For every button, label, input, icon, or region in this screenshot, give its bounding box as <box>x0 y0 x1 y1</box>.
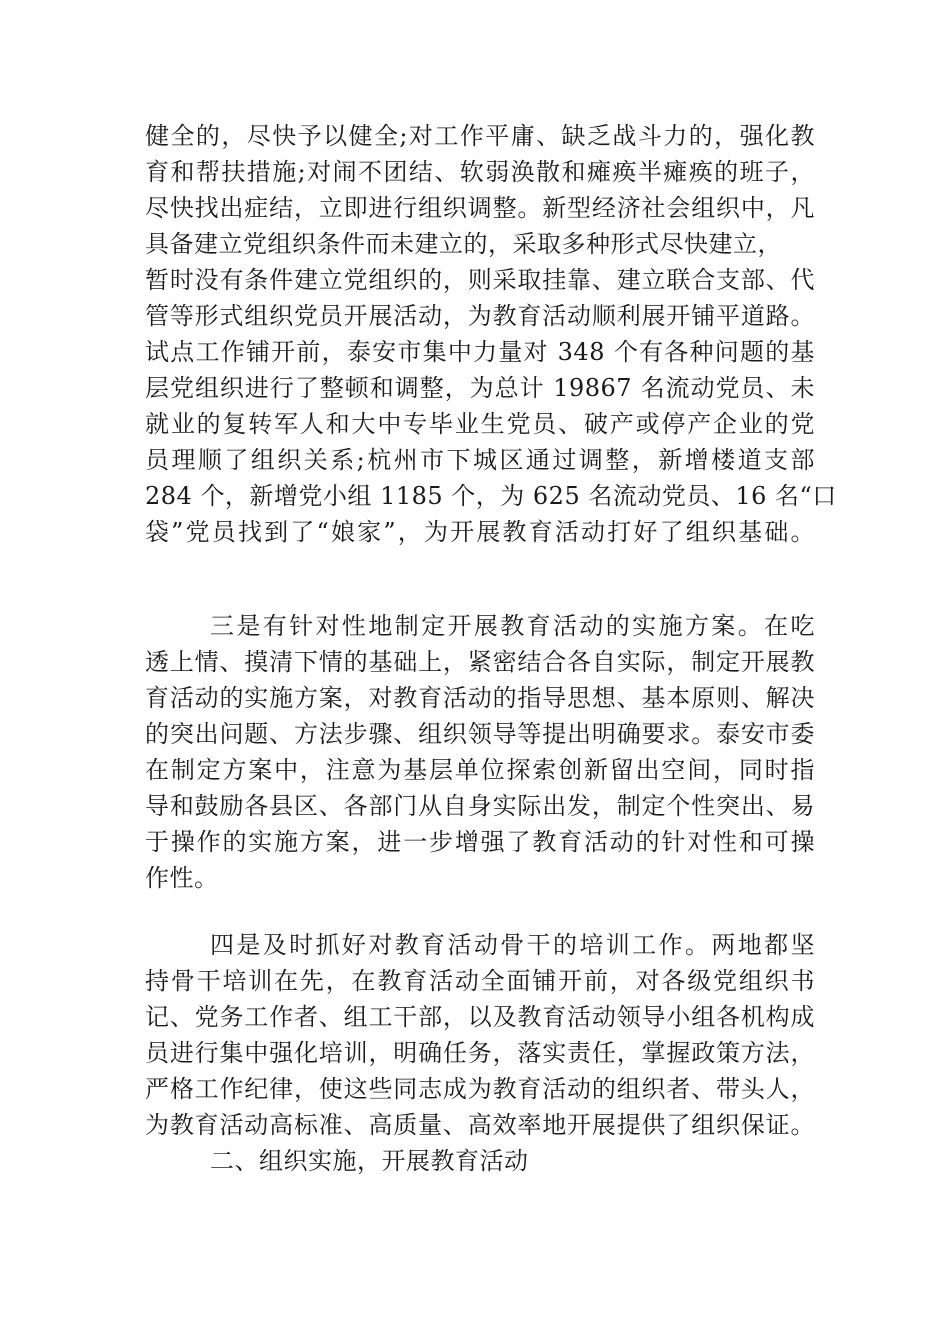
text-line: 记、党务工作者、组工干部，以及教育活动领导小组各机构成 <box>145 1003 815 1031</box>
text-line: 就业的复转军人和大中专毕业生党员、破产或停产企业的党 <box>145 410 815 438</box>
text-line: 导和鼓励各县区、各部门从自身实际出发，制定个性突出、易 <box>145 792 815 820</box>
text-line: 尽快找出症结，立即进行组织调整。新型经济社会组织中，凡 <box>145 194 815 222</box>
text-line: 在制定方案中，注意为基层单位探索创新留出空间，同时指 <box>145 756 815 784</box>
text-line: 作性。 <box>145 864 219 892</box>
text-line: 于操作的实施方案，进一步增强了教育活动的针对性和可操 <box>145 828 815 856</box>
section-heading: 二、组织实施，开展教育活动 <box>210 1147 529 1175</box>
text-line: 为教育活动高标准、高质量、高效率地开展提供了组织保证。 <box>145 1111 815 1139</box>
text-line: 层党组织进行了整顿和调整，为总计 19867 名流动党员、未 <box>145 374 815 402</box>
text-line: 的突出问题、方法步骤、组织领导等提出明确要求。泰安市委 <box>145 720 815 748</box>
text-line: 持骨干培训在先，在教育活动全面铺开前，对各级党组织书 <box>145 967 815 995</box>
text-line: 三是有针对性地制定开展教育活动的实施方案。在吃 <box>210 612 815 640</box>
text-line: 育和帮扶措施;对闹不团结、软弱涣散和瘫痪半瘫痪的班子， <box>145 158 815 186</box>
text-line: 严格工作纪律，使这些同志成为教育活动的组织者、带头人， <box>145 1075 815 1103</box>
text-line: 管等形式组织党员开展活动，为教育活动顺利展开铺平道路。 <box>145 302 815 330</box>
text-line: 袋”党员找到了“娘家”，为开展教育活动打好了组织基础。 <box>145 518 815 546</box>
text-line: 具备建立党组织条件而未建立的，采取多种形式尽快建立， <box>145 230 782 258</box>
text-line: 284 个，新增党小组 1185 个，为 625 名流动党员、16 名“口 <box>145 482 837 510</box>
text-line: 健全的，尽快予以健全;对工作平庸、缺乏战斗力的，强化教 <box>145 122 815 150</box>
text-line: 试点工作铺开前，泰安市集中力量对 348 个有各种问题的基 <box>145 338 815 366</box>
text-line: 暂时没有条件建立党组织的，则采取挂靠、建立联合支部、代 <box>145 266 815 294</box>
text-line: 员进行集中强化培训，明确任务，落实责任，掌握政策方法， <box>145 1039 815 1067</box>
text-line: 育活动的实施方案，对教育活动的指导思想、基本原则、解决 <box>145 684 815 712</box>
text-line: 四是及时抓好对教育活动骨干的培训工作。两地都坚 <box>210 931 815 959</box>
text-line: 员理顺了组织关系;杭州市下城区通过调整，新增楼道支部 <box>145 446 815 474</box>
text-line: 透上情、摸清下情的基础上，紧密结合各自实际，制定开展教 <box>145 648 815 676</box>
